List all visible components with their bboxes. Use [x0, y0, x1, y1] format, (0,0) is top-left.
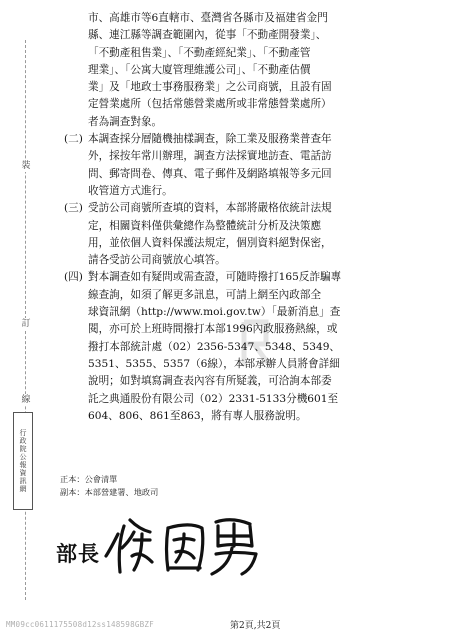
item-2-number: (二): [64, 133, 83, 146]
document-id: MM09cc0611175508d12ss148598GBZF: [6, 620, 154, 629]
text-line: 對本調查如有疑問或需查證，可隨時撥打165反詐騙專: [88, 271, 342, 284]
gazette-stamp: [13, 412, 33, 510]
text-line: 用，並依個人資料保護法規定，個別資料絕對保密，: [88, 236, 332, 249]
text-line: 者為調查對象。: [88, 115, 163, 128]
text-line: 定營業處所（包括常態營業處所或非常態營業處所）: [88, 98, 332, 111]
item-3: [64, 200, 429, 269]
signature-icon: [104, 512, 264, 578]
text-line: 外，採按年常川辦理，調查方法採實地訪查、電話訪: [88, 150, 332, 163]
text-line: 收管道方式進行。: [88, 184, 173, 197]
item-4-number: (四): [64, 271, 83, 284]
text-line: 說明；如對填寫調查表內容有所疑義，可洽詢本部委: [88, 375, 332, 388]
text-line: 「不動產租售業」、「不動產經紀業」、「不動產管: [88, 46, 311, 59]
text-line: 撥打本部統計處（02）2356-5347、5348、5349、: [88, 340, 341, 353]
text-line: 問、郵寄問卷、傳真、電子郵件及網路填報等多元回: [88, 167, 332, 180]
text-line: 604、806、861至863，將有專人服務說明。: [88, 409, 307, 422]
minister-name: [0, 0, 1, 1]
item-3-text: [88, 200, 429, 269]
text-line: 本調查採分層隨機抽樣調查，除工業及服務業普查年: [88, 133, 332, 146]
text-line: 縣、連江縣等調查範圍內，從事「不動產開發業」、: [88, 29, 327, 42]
item-2: [64, 131, 429, 200]
item-2-text: [88, 131, 429, 200]
distribution-copy: 副本：本部營建署、地政司: [60, 487, 159, 497]
watermark-emblem-icon: [236, 318, 282, 370]
text-line: 受訪公司商號所查填的資料，本部將嚴格依統計法規: [88, 202, 332, 215]
text-line: 5351、5355、5357（6線），本部承辦人員將會詳細: [88, 357, 340, 370]
text-line: 球資訊網（http://www.moi.gov.tw）「最新消息」查: [88, 306, 341, 319]
text-line: 市、高雄市等6直轄市、臺灣省各縣市及福建省金門: [88, 12, 328, 24]
minister-title: 部長: [56, 541, 100, 566]
page-number: 第2頁,共2頁: [230, 621, 281, 631]
gazette-stamp-text: 行政院公報資訊網: [19, 429, 27, 493]
item-3-number: (三): [64, 202, 83, 215]
distribution-block: [60, 473, 158, 499]
text-line: 請各受訪公司商號放心填答。: [88, 254, 226, 267]
binding-mark-ding: 訂: [19, 318, 33, 330]
binding-mark-zhuang: 裝: [19, 160, 33, 172]
binding-mark-xian: 線: [19, 394, 33, 406]
text-line: 理業」、「公寓大廈管理維護公司」、「不動產估價: [88, 63, 311, 76]
text-line: 業」及「地政士事務服務業」之公司商號，且設有固: [88, 81, 332, 94]
text-line: 定，相關資料僅供彙總作為整體統計分析及決策應: [88, 219, 322, 232]
distribution-main: 正本：公會清單: [60, 474, 118, 484]
text-line: 託之典通股份有限公司（02）2331-5133分機601至: [88, 392, 339, 405]
item-1-continuation: [64, 10, 429, 131]
text-line: 線查詢，如須了解更多訊息，可請上網至內政部全: [88, 288, 322, 301]
text-line: 閱，亦可於上班時間撥打本部1996內政服務熱線，或: [88, 323, 338, 336]
